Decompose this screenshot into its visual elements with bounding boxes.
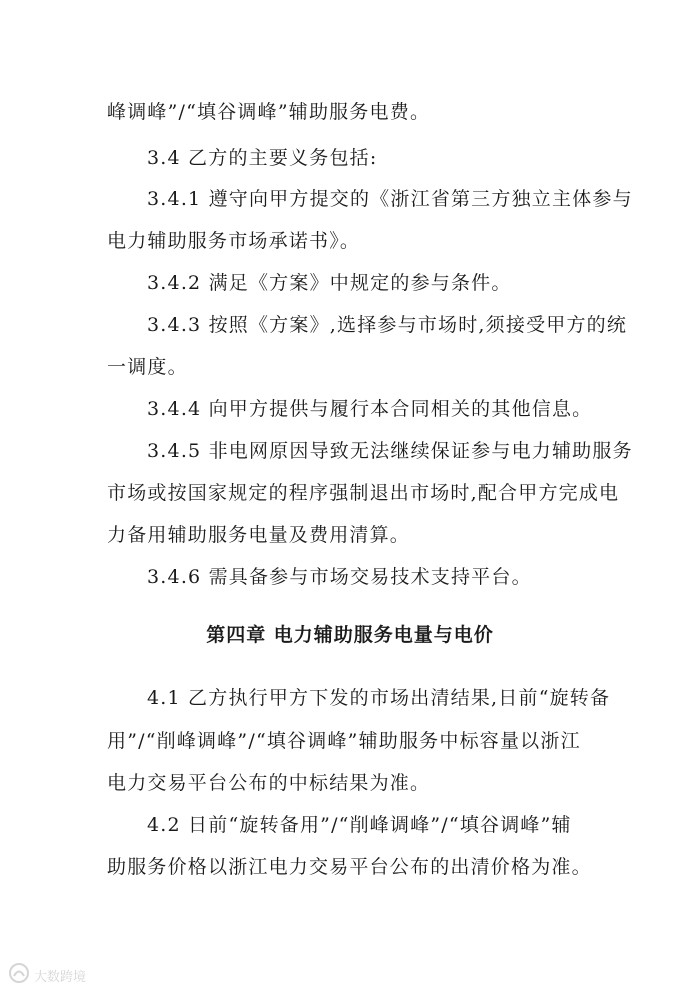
paragraph-line: 峰调峰”/“填谷调峰”辅助服务电费。 [107, 101, 431, 123]
paragraph-line: 3.4.4 向甲方提供与履行本合同相关的其他信息。 [147, 398, 593, 420]
paragraph-line: 助服务价格以浙江电力交易平台公布的出清价格为准。 [107, 856, 592, 878]
paragraph-line: 3.4 乙方的主要义务包括: [147, 147, 378, 169]
paragraph-line: 用”/“削峰调峰”/“填谷调峰”辅助服务中标容量以浙江 [107, 730, 581, 752]
paragraph-line: 3.4.5 非电网原因导致无法继续保证参与电力辅助服务 [147, 440, 633, 462]
watermark [8, 964, 86, 986]
paragraph-line: 3.4.6 需具备参与市场交易技术支持平台。 [147, 566, 532, 588]
chapter-heading: 第四章 电力辅助服务电量与电价 [206, 624, 494, 646]
paragraph-line: 电力辅助服务市场承诺书》。 [107, 230, 361, 252]
paragraph-line: 市场或按国家规定的程序强制退出市场时,配合甲方完成电 [107, 482, 620, 504]
paragraph-line: 3.4.3 按照《方案》,选择参与市场时,须接受甲方的统 [147, 314, 628, 336]
paragraph-line: 力备用辅助服务电量及费用清算。 [107, 524, 411, 546]
paragraph-line: 一调度。 [107, 356, 188, 378]
paragraph-line: 4.1 乙方执行甲方下发的市场出清结果,日前“旋转备 [147, 687, 611, 709]
paragraph-line: 4.2 日前“旋转备用”/“削峰调峰”/“填谷调峰”辅 [147, 814, 572, 836]
watermark-text: 大数跨境 [34, 969, 87, 985]
paragraph-line: 3.4.2 满足《方案》中规定的参与条件。 [147, 272, 512, 294]
paragraph-line: 3.4.1 遵守向甲方提交的《浙江省第三方独立主体参与 [147, 188, 633, 210]
watermark-logo-icon [8, 962, 30, 988]
paragraph-line: 电力交易平台公布的中标结果为准。 [107, 772, 431, 794]
